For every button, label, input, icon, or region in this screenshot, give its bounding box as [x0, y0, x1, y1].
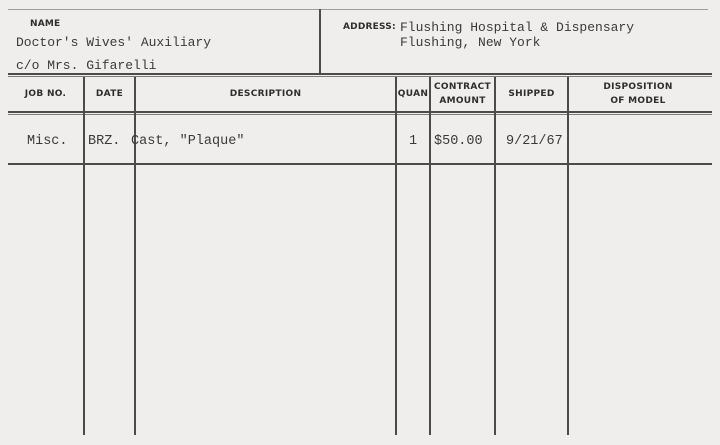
col-divider-6 — [567, 77, 569, 435]
name-line-2: c/o Mrs. Gifarelli — [16, 58, 157, 73]
cell-job-no: Misc. — [27, 134, 68, 149]
col-header-description: DESCRIPTION — [229, 88, 302, 99]
column-head-rule — [8, 111, 712, 113]
header-bottom-rule — [8, 73, 712, 75]
address-label: ADDRESS: — [343, 22, 396, 32]
address-line-1: Flushing Hospital & Dispensary — [400, 20, 635, 35]
cell-contract-amount: $50.00 — [434, 134, 483, 149]
col-divider-2 — [134, 77, 136, 435]
col-header-job-no: JOB NO. — [24, 88, 67, 99]
col-divider-1 — [83, 77, 85, 435]
cell-date: BRZ. — [88, 134, 121, 149]
col-header-date: DATE — [95, 88, 124, 99]
cell-quan: 1 — [409, 134, 418, 149]
cell-shipped: 9/21/67 — [506, 134, 563, 149]
col-header-quan: QUAN — [397, 88, 429, 99]
address-line-2: Flushing, New York — [400, 35, 541, 50]
col-header-disposition: DISPOSITION OF MODEL — [603, 81, 673, 106]
header-top-rule — [8, 9, 708, 10]
cell-description: Cast, "Plaque" — [131, 134, 245, 149]
col-divider-5 — [494, 77, 496, 435]
row-rule — [8, 163, 712, 165]
column-head-rule-2 — [8, 114, 712, 115]
header-divider — [319, 9, 321, 74]
name-label: NAME — [30, 19, 61, 29]
col-header-shipped: SHIPPED — [508, 88, 555, 99]
col-divider-4 — [429, 77, 431, 435]
name-line-1: Doctor's Wives' Auxiliary — [16, 35, 212, 50]
col-divider-3 — [395, 77, 397, 435]
col-header-contract-amount: CONTRACT AMOUNT — [434, 81, 491, 106]
